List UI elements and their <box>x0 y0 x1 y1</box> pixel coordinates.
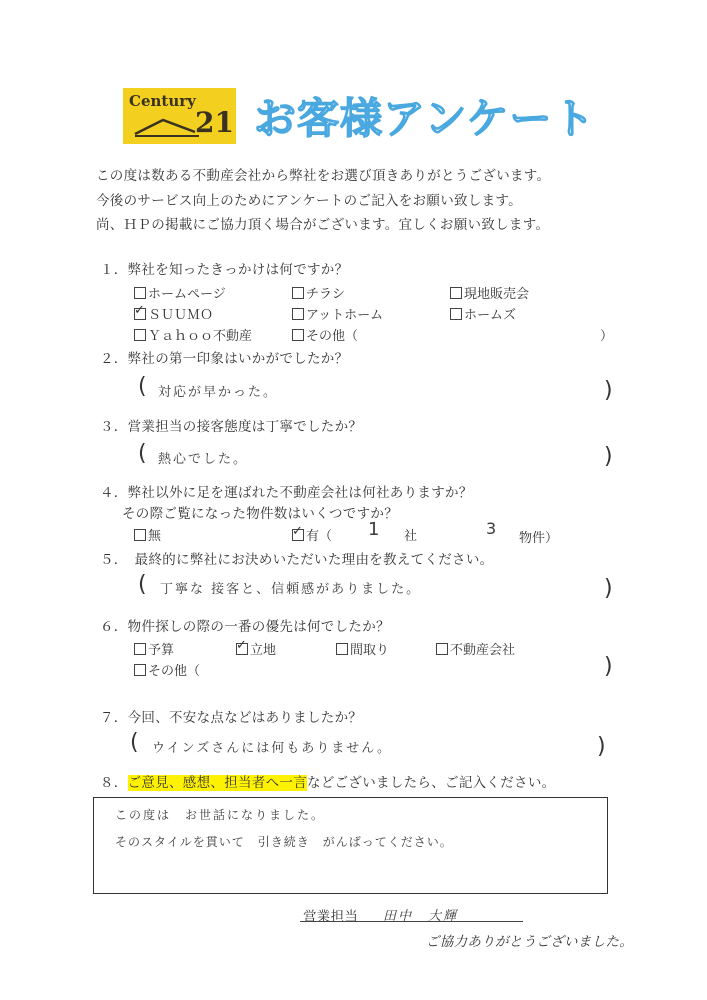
q6-option-agency[interactable]: 不動産会社 <box>436 639 515 658</box>
close-paren: ) <box>604 576 613 601</box>
q4-company-count: 1 <box>368 519 382 540</box>
comment-line-1: この度は お世話になりました。 <box>115 808 326 822</box>
q6-option-location[interactable]: ✓ 立地 <box>236 639 276 658</box>
open-paren: ( <box>130 730 139 755</box>
checkbox[interactable] <box>292 329 304 341</box>
question-8: ８．ご意見、感想、担当者へ一言などございましたら、ご記入ください。 <box>100 775 556 791</box>
question-2: ２．弊社の第一印象はいかがでしたか？ <box>100 351 349 367</box>
q7-handwritten-answer: ウインズさんには何もありません。 <box>152 741 393 756</box>
checkbox[interactable] <box>450 287 462 299</box>
checkbox[interactable] <box>134 287 146 299</box>
q3-handwritten-answer: 熱心でした。 <box>158 452 249 467</box>
checkbox[interactable] <box>134 529 146 541</box>
checkbox[interactable] <box>134 329 146 341</box>
q1-option-flyer[interactable]: チラシ <box>292 283 345 302</box>
checkbox[interactable] <box>436 643 448 655</box>
q1-option-homes[interactable]: ホームズ <box>450 304 516 323</box>
q1-option-homepage[interactable]: ホームページ <box>134 283 226 302</box>
intro-line-1: この度は数ある不動産会社から弊社をお選び頂きありがとうございます。 <box>96 168 551 184</box>
page-title: お客様アンケート <box>254 94 596 143</box>
close-paren: ) <box>604 378 613 403</box>
comment-box[interactable] <box>93 797 608 894</box>
q1-option-other[interactable]: その他（ <box>292 325 358 344</box>
comment-line-2: そのスタイルを貫いて 引き続き がんばってください。 <box>115 835 453 849</box>
q4-option-yes[interactable]: ✓ 有（ <box>292 525 332 544</box>
q6-option-layout[interactable]: 間取り <box>336 639 389 658</box>
staff-name: 田中 大輝 <box>383 909 459 924</box>
close-paren: ) <box>604 654 613 679</box>
q4-property-count: 3 <box>486 519 499 538</box>
checkbox[interactable] <box>292 287 304 299</box>
question-7: ７．今回、不安な点などはありましたか？ <box>100 710 363 726</box>
checkbox[interactable] <box>292 308 304 320</box>
checkbox[interactable] <box>134 664 146 676</box>
q4-option-none[interactable]: 無 <box>134 525 161 544</box>
thanks-text: ご協力ありがとうございました。 <box>426 934 633 950</box>
question-8-highlight: ご意見、感想、担当者へ一言 <box>127 775 308 791</box>
checkbox[interactable] <box>336 643 348 655</box>
house-roof-icon <box>133 114 203 138</box>
question-4: ４．弊社以外に足を運ばれた不動産会社は何社ありますか？ <box>100 485 473 501</box>
open-paren: ( <box>138 572 147 597</box>
q1-close-paren: ） <box>600 329 614 344</box>
question-4-sub: その際ご覧になった物件数はいくつですか？ <box>122 506 398 522</box>
staff-label: 営業担当 <box>303 909 359 925</box>
close-paren: ) <box>604 444 613 469</box>
logo-wordmark: Century <box>129 92 196 110</box>
checkbox-checked[interactable] <box>292 529 304 541</box>
checkbox[interactable] <box>450 308 462 320</box>
q6-option-budget[interactable]: 予算 <box>134 639 174 658</box>
q6-option-other[interactable]: その他（ <box>134 660 200 679</box>
q1-option-onsite-sale[interactable]: 現地販売会 <box>450 283 529 302</box>
open-paren: ( <box>138 441 147 466</box>
checkbox[interactable] <box>134 643 146 655</box>
checkbox-checked[interactable] <box>134 308 146 320</box>
q1-option-yahoo[interactable]: Ｙａｈｏｏ不動産 <box>134 325 252 344</box>
q4-company-unit: 社 <box>404 529 418 544</box>
question-6: ６．物件探しの際の一番の優先は何でしたか？ <box>100 619 390 635</box>
q1-option-athome[interactable]: アットホーム <box>292 304 383 323</box>
century21-logo <box>123 88 236 144</box>
close-paren: ) <box>597 734 606 759</box>
intro-line-3: 尚、ＨＰの掲載にご協力頂く場合がございます。宜しくお願い致します。 <box>96 217 550 233</box>
question-1: １．弊社を知ったきっかけは何ですか？ <box>100 262 349 278</box>
open-paren: ( <box>138 374 147 399</box>
intro-line-2: 今後のサービス向上のためにアンケートのご記入をお願い致します。 <box>96 193 522 209</box>
q1-option-suumo[interactable]: ✓ＳＵＵＭＯ <box>134 304 213 323</box>
q5-handwritten-answer: 丁寧な 接客と、信頼感がありました。 <box>160 582 422 597</box>
checkbox-checked[interactable] <box>236 643 248 655</box>
signature-line <box>300 921 523 922</box>
logo-number: 21 <box>195 106 234 139</box>
q4-property-unit: 物件） <box>519 531 559 546</box>
question-5: ５． 最終的に弊社にお決めいただいた理由を教えてください。 <box>100 552 494 568</box>
question-3: ３．営業担当の接客態度は丁寧でしたか？ <box>100 419 363 435</box>
q2-handwritten-answer: 対応が早かった。 <box>158 385 279 400</box>
